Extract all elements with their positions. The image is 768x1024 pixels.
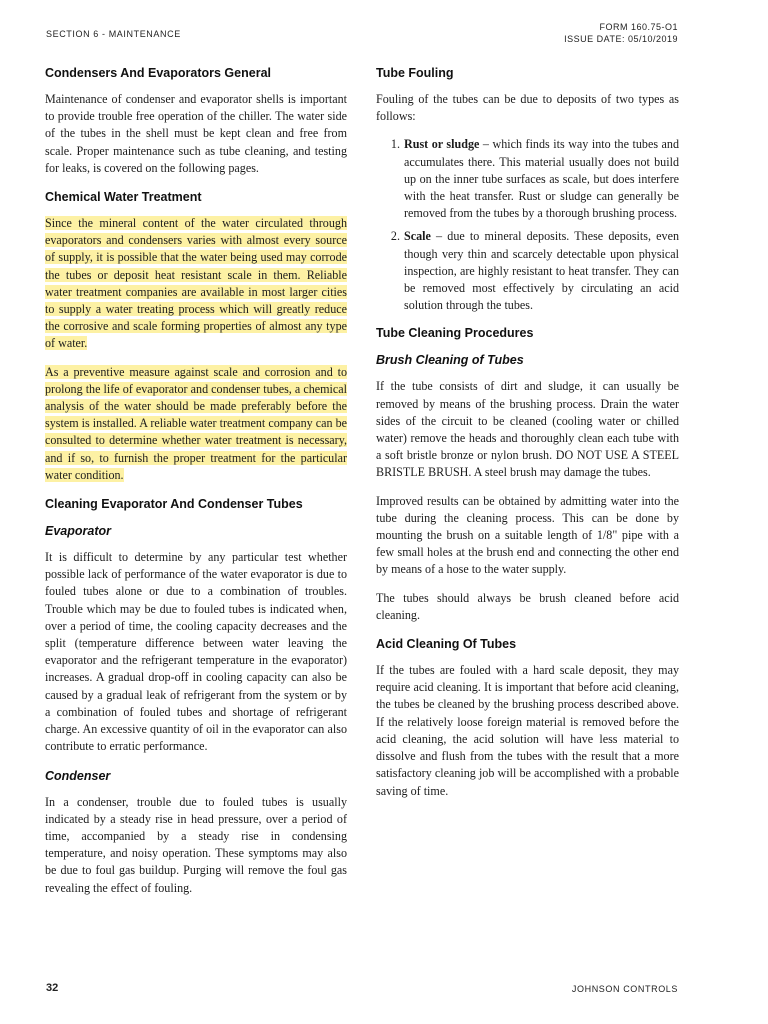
list-item <box>403 228 679 314</box>
procedures-heading: Tube Cleaning Procedures <box>376 326 534 341</box>
cleaning-tubes-heading: Cleaning Evaporator And Condenser Tubes <box>45 497 303 512</box>
evaporator-paragraph: It is difficult to determine by any particular test whether possible lack of performance of the water evaporator is due to fouled tubes alone or due to a combination of troubles. Trouble which may be due to fouled tubes is indicated when, over a period of time, the cooling capacity decreases and the split (temperature difference between water leaving the evaporator and the refrigerant temperature in the evaporator) increases. A gradual drop-off in cooling capacity can also be caused by a gradual leak of refrigerant from the system or by a combination of fouled tubes and shortage of refrigerant charge. An excessive quantity of oil in the evaporator can also contribute to erratic performance. <box>45 550 347 754</box>
condenser-subheading: Condenser <box>45 768 111 783</box>
list-item-term: Rust or sludge <box>404 137 480 152</box>
acid-cleaning-heading: Acid Cleaning Of Tubes <box>376 637 517 652</box>
brush-cleaning-subheading: Brush Cleaning of Tubes <box>376 353 524 368</box>
evaporator-subheading: Evaporator <box>45 524 111 539</box>
brush-paragraph-3: The tubes should always be brush cleaned before acid cleaning. <box>376 590 679 622</box>
tube-fouling-heading: Tube Fouling <box>376 66 454 80</box>
list-item-text: – which finds its way into the tubes and accumulates there. This material usually does not build up on the inner tube surfaces as scale, but does interfere with the heat transfer. Rust or sludge can generally be removed from the tubes by a thorough brushing process. <box>404 137 680 221</box>
brush-paragraph-2: Improved results can be obtained by admitting water into the tube during the cleaning process. This can be done by mounting the brush on a suitable length of 1/8" pipe with a few small holes at the brush end and connecting the other end by means of a hose to the water supply. <box>376 493 679 577</box>
highlighted-text: Since the mineral content of the water circulated through evaporators and condensers varies with almost every source of supply, it is possible that the water being used may corrode the tubes or deposit heat resistant scale in them. Reliable water treatment companies are available in most larger cities to supply a water treating process which will greatly reduce the corrosive and scale forming properties of almost any type of water. <box>45 216 347 351</box>
chemical-water-paragraph-1 <box>45 215 347 353</box>
condensers-heading: Condensers And Evaporators General <box>45 66 271 80</box>
acid-paragraph: If the tubes are fouled with a hard scale deposit, they may require acid cleaning. It is important that before acid cleaning, the tubes be cleaned by the brushing process described above. If the relatively loose foreign material is removed before the acid cleaning, the acid solution will have less material to dissolve and flush from the tubes with the result that a more satisfactory cleaning job will be accomplished with a probable saving of time. <box>376 663 679 798</box>
issue-date: ISSUE DATE: 05/10/2019 <box>564 34 678 44</box>
left-column <box>45 64 347 908</box>
chemical-water-paragraph-2 <box>45 364 347 484</box>
condenser-paragraph: In a condenser, trouble due to fouled tubes is usually indicated by a steady rise in head pressure, over a period of time, accompanied by a steady rise in condensing temperature, and noisy operation. These symptoms may also be due to foul gas buildup. Purging will remove the foul gas revealing the effect of fouling. <box>45 794 347 895</box>
condensers-paragraph: Maintenance of condenser and evaporator shells is important to provide trouble free operation of the chiller. The water side of the tubes in the shell must be kept clean and free from scale. Proper maintenance such as tube cleaning, and testing for leaks, is covered on the following pages. <box>45 92 347 175</box>
right-column <box>376 64 679 811</box>
list-item <box>403 136 679 222</box>
highlighted-text: As a preventive measure against scale and corrosion and to prolong the life of evaporator and condenser tubes, a chemical analysis of the water should be made preferably before the system is installed. A reliable water treatment company can be consulted to determine whether water treatment is necessary, and if so, to furnish the proper treatment for the particular water condition. <box>45 364 347 482</box>
tube-fouling-intro: Fouling of the tubes can be due to deposits of two types as follows: <box>376 92 679 124</box>
section-label: SECTION 6 - MAINTENANCE <box>46 29 181 39</box>
fouling-list <box>376 136 679 314</box>
chemical-water-heading: Chemical Water Treatment <box>45 190 202 205</box>
brand-footer: JOHNSON CONTROLS <box>571 984 678 994</box>
form-info <box>564 21 678 45</box>
brush-paragraph-1: If the tube consists of dirt and sludge, it can usually be removed by means of the brushing process. Drain the water sides of the circuit to be cleaned (cooling water or chilled water) remove the heads and thoroughly clean each tube with a soft bristle bronze or nylon brush. DO NOT USE A STEEL BRISTLE BRUSH. A steel brush may damage the tubes. <box>376 379 679 480</box>
page-number: 32 <box>46 982 59 994</box>
list-item-term: Scale <box>404 229 431 244</box>
form-number: FORM 160.75-O1 <box>599 22 678 32</box>
list-item-text: – due to mineral deposits. These deposits, even though very thin and scarcely detectable upon physical inspection, are highly resistant to heat transfer. They can be removed most effectively by circulating an acid solution through the tubes. <box>404 229 679 313</box>
